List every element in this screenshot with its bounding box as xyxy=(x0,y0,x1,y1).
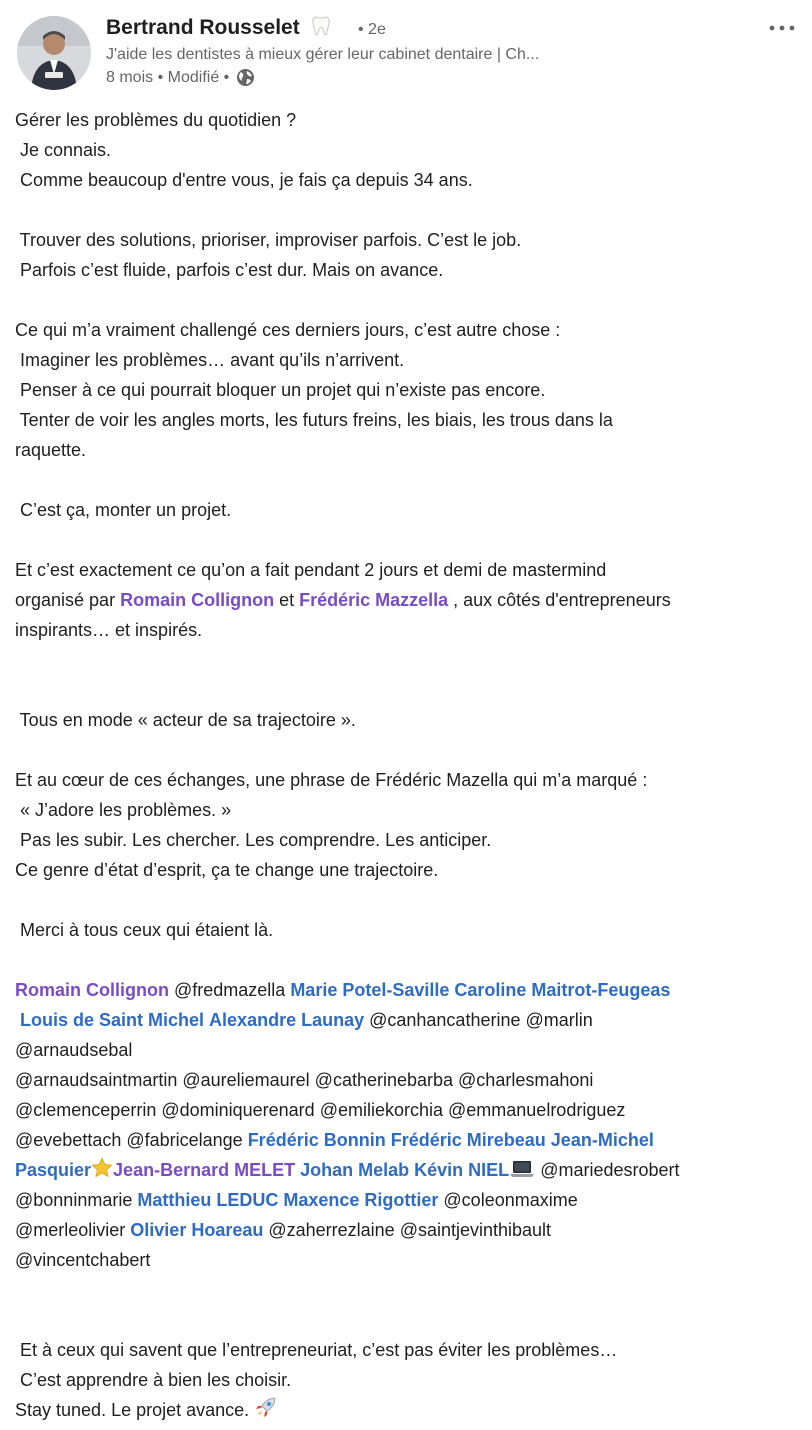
post-body xyxy=(15,105,805,1425)
tags-line: @arnaudsebal xyxy=(15,1040,133,1060)
handle-text: @bonninmarie xyxy=(15,1190,138,1210)
post-line: Ce qui m’a vraiment challengé ces derniers jours, c’est autre chose : xyxy=(15,320,561,340)
mention-olivier-hoareau[interactable]: Olivier Hoareau xyxy=(130,1220,264,1240)
blank-line xyxy=(15,1305,805,1335)
post-line: Et c’est exactement ce qu’on a fait pendant 2 jours et demi de mastermind xyxy=(15,560,607,580)
post-meta xyxy=(106,68,255,87)
tags-line xyxy=(15,975,805,1005)
author-name[interactable] xyxy=(106,16,330,42)
post-line: Ce genre d’état d’esprit, ça te change une trajectoire. xyxy=(15,860,439,880)
post-line: inspirants… et inspirés. xyxy=(15,620,203,640)
text-segment: et xyxy=(274,590,300,610)
author-headline: J'aide les dentistes à mieux gérer leur cabinet dentaire | Ch... xyxy=(106,46,540,63)
handle-text: @mariedesrobert xyxy=(535,1160,680,1180)
mention-romain-collignon-tag[interactable]: Romain Collignon xyxy=(15,980,169,1000)
globe-icon xyxy=(236,68,255,87)
mention-johan-melab[interactable]: Johan Melab xyxy=(300,1160,410,1180)
mention-jean-michel-pasquier[interactable]: Jean-Michel xyxy=(550,1130,654,1150)
more-options-button[interactable] xyxy=(766,14,798,42)
post-line: Trouver des solutions, prioriser, improviser parfois. C’est le job. xyxy=(15,230,522,250)
post-line: Je connais. xyxy=(15,140,112,160)
meta-separator-dot: • xyxy=(157,68,164,86)
blank-line xyxy=(15,645,805,675)
post-line: raquette. xyxy=(15,440,87,460)
post-line: Tenter de voir les angles morts, les futurs freins, les biais, les trous dans la xyxy=(15,410,613,430)
post-line: C’est ça, monter un projet. xyxy=(15,500,232,520)
handle-text: @fredmazella xyxy=(168,980,291,1000)
tags-line: @clemenceperrin @dominiquerenard @emiliekorchia @emmanuelrodriguez xyxy=(15,1100,626,1120)
mention-maxence-rigottier[interactable]: Maxence Rigottier xyxy=(283,1190,439,1210)
handle-text: @zaherrezlaine @saintjevinthibault xyxy=(263,1220,552,1240)
mention-jean-michel-pasquier-cont[interactable]: Pasquier xyxy=(15,1160,92,1180)
handle-text: @evebettach @fabricelange xyxy=(15,1130,248,1150)
mention-frederic-bonnin[interactable]: Frédéric Bonnin xyxy=(247,1130,386,1150)
blank-line xyxy=(15,885,805,915)
tags-line xyxy=(15,1185,805,1215)
laptop-icon xyxy=(509,1158,535,1188)
star-icon xyxy=(91,1157,113,1188)
post-line xyxy=(15,585,805,615)
post-line: Gérer les problèmes du quotidien ? xyxy=(15,110,297,130)
mention-louis-de-saint-michel[interactable]: Louis de Saint Michel xyxy=(15,1010,205,1030)
handle-text: @canhancatherine @marlin xyxy=(364,1010,593,1030)
blank-line xyxy=(15,195,805,225)
tags-line xyxy=(15,1125,805,1155)
tags-line xyxy=(15,1005,805,1035)
meta-separator-dot: • xyxy=(223,68,230,86)
post-line: Imaginer les problèmes… avant qu’ils n’arrivent. xyxy=(15,350,405,370)
post-line: Penser à ce qui pourrait bloquer un projet qui n’existe pas encore. xyxy=(15,380,546,400)
post-line: Merci à tous ceux qui étaient là. xyxy=(15,920,274,940)
post-line: Parfois c’est fluide, parfois c’est dur. Mais on avance. xyxy=(15,260,444,280)
post-line: Et au cœur de ces échanges, une phrase de Frédéric Mazella qui m’a marqué : xyxy=(15,770,648,790)
blank-line xyxy=(15,945,805,975)
mention-frederic-mirebeau[interactable]: Frédéric Mirebeau xyxy=(390,1130,546,1150)
more-horizontal-icon xyxy=(768,24,796,32)
post-line: Tous en mode « acteur de sa trajectoire ». xyxy=(15,710,356,730)
tags-line: @vincentchabert xyxy=(15,1250,151,1270)
text-segment: organisé par xyxy=(15,590,121,610)
post-line: Et à ceux qui savent que l’entrepreneuriat, c’est pas éviter les problèmes… xyxy=(15,1340,618,1360)
mention-jean-bernard-melet[interactable]: Jean-Bernard MELET xyxy=(113,1160,296,1180)
avatar[interactable] xyxy=(17,16,91,90)
text-segment: , aux côtés d'entrepreneurs xyxy=(448,590,671,610)
blank-line xyxy=(15,285,805,315)
mention-caroline-maitrot-feugeas[interactable]: Caroline Maitrot-Feugeas xyxy=(454,980,671,1000)
text-segment: Stay tuned. Le projet avance. xyxy=(15,1400,255,1420)
tags-line: @arnaudsaintmartin @aureliemaurel @catherinebarba @charlesmahoni xyxy=(15,1070,594,1090)
tags-line xyxy=(15,1155,805,1185)
mention-kevin-niel[interactable]: Kévin NIEL xyxy=(414,1160,510,1180)
post-header xyxy=(0,0,812,100)
post-time: 8 mois xyxy=(106,68,154,86)
blank-line xyxy=(15,1275,805,1305)
post-line: C’est apprendre à bien les choisir. xyxy=(15,1370,292,1390)
mention-marie-potel-saville[interactable]: Marie Potel-Saville xyxy=(290,980,450,1000)
connection-degree: • 2e xyxy=(358,21,386,38)
blank-line xyxy=(15,465,805,495)
post-line: Comme beaucoup d'entre vous, je fais ça depuis 34 ans. xyxy=(15,170,473,190)
blank-line xyxy=(15,735,805,765)
handle-text: @coleonmaxime xyxy=(438,1190,578,1210)
handle-text: @merleolivier xyxy=(15,1220,131,1240)
tooth-icon xyxy=(312,16,330,42)
blank-line xyxy=(15,525,805,555)
post-line: « J’adore les problèmes. » xyxy=(15,800,232,820)
edited-label: Modifié xyxy=(167,68,220,86)
tags-line xyxy=(15,1215,805,1245)
post-line: Pas les subir. Les chercher. Les comprendre. Les anticiper. xyxy=(15,830,492,850)
mention-matthieu-leduc[interactable]: Matthieu LEDUC xyxy=(137,1190,279,1210)
mention-frederic-mazzella[interactable]: Frédéric Mazzella xyxy=(299,590,449,610)
author-name-text: Bertrand Rousselet xyxy=(106,16,300,39)
rocket-icon xyxy=(254,1395,278,1428)
mention-alexandre-launay[interactable]: Alexandre Launay xyxy=(209,1010,365,1030)
blank-line xyxy=(15,675,805,705)
mention-romain-collignon[interactable]: Romain Collignon xyxy=(120,590,275,610)
post-line xyxy=(15,1395,805,1425)
